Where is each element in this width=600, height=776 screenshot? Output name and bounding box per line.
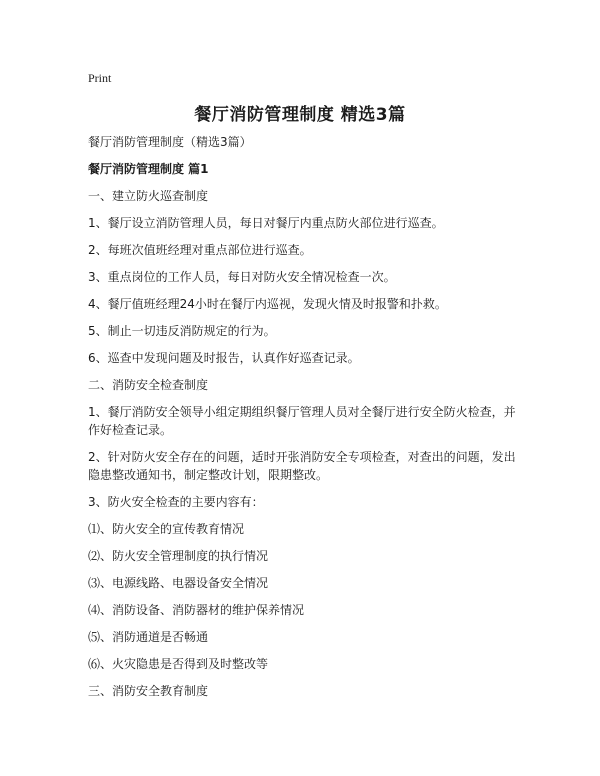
paragraph: 餐厅消防管理制度（精选3篇） (88, 135, 252, 149)
print-label: Print (88, 71, 112, 85)
paragraph: ⑵、防火安全管理制度的执行情况 (88, 549, 269, 563)
paragraph: 1、餐厅设立消防管理人员，每日对餐厅内重点防火部位进行巡查。 (88, 216, 444, 230)
paragraph: ⑹、火灾隐患是否得到及时整改等 (88, 657, 269, 671)
paragraph: 2、每班次值班经理对重点部位进行巡查。 (88, 243, 312, 257)
paragraph: 3、重点岗位的工作人员，每日对防火安全情况检查一次。 (88, 270, 396, 284)
paragraph: 一、建立防火巡查制度 (88, 189, 209, 203)
paragraph: 1、餐厅消防安全领导小组定期组织餐厅管理人员对全餐厅进行安全防火检查，并作好检查记录。 (88, 405, 516, 437)
paragraph: 5、制止一切违反消防规定的行为。 (88, 324, 276, 338)
page-title: 餐厅消防管理制度 精选3篇 (194, 105, 406, 125)
document-body (88, 133, 518, 709)
paragraph: ⑶、电源线路、电器设备安全情况 (88, 576, 269, 590)
paragraph: 6、巡查中发现问题及时报告，认真作好巡查记录。 (88, 351, 360, 365)
section-heading: 餐厅消防管理制度 篇1 (88, 162, 209, 176)
paragraph: 3、防火安全检查的主要内容有： (88, 495, 264, 509)
paragraph: 4、餐厅值班经理24小时在餐厅内巡视，发现火情及时报警和扑救。 (88, 297, 447, 311)
paragraph: 2、针对防火安全存在的问题，适时开张消防安全专项检查，对查出的问题，发出隐患整改通知书，制定整改计划，限期整改。 (88, 450, 516, 482)
paragraph: 三、消防安全教育制度 (88, 684, 209, 698)
paragraph: ⑸、消防通道是否畅通 (88, 630, 209, 644)
paragraph: ⑷、消防设备、消防器材的维护保养情况 (88, 603, 305, 617)
paragraph: ⑴、防火安全的宣传教育情况 (88, 522, 245, 536)
paragraph: 二、消防安全检查制度 (88, 378, 209, 392)
